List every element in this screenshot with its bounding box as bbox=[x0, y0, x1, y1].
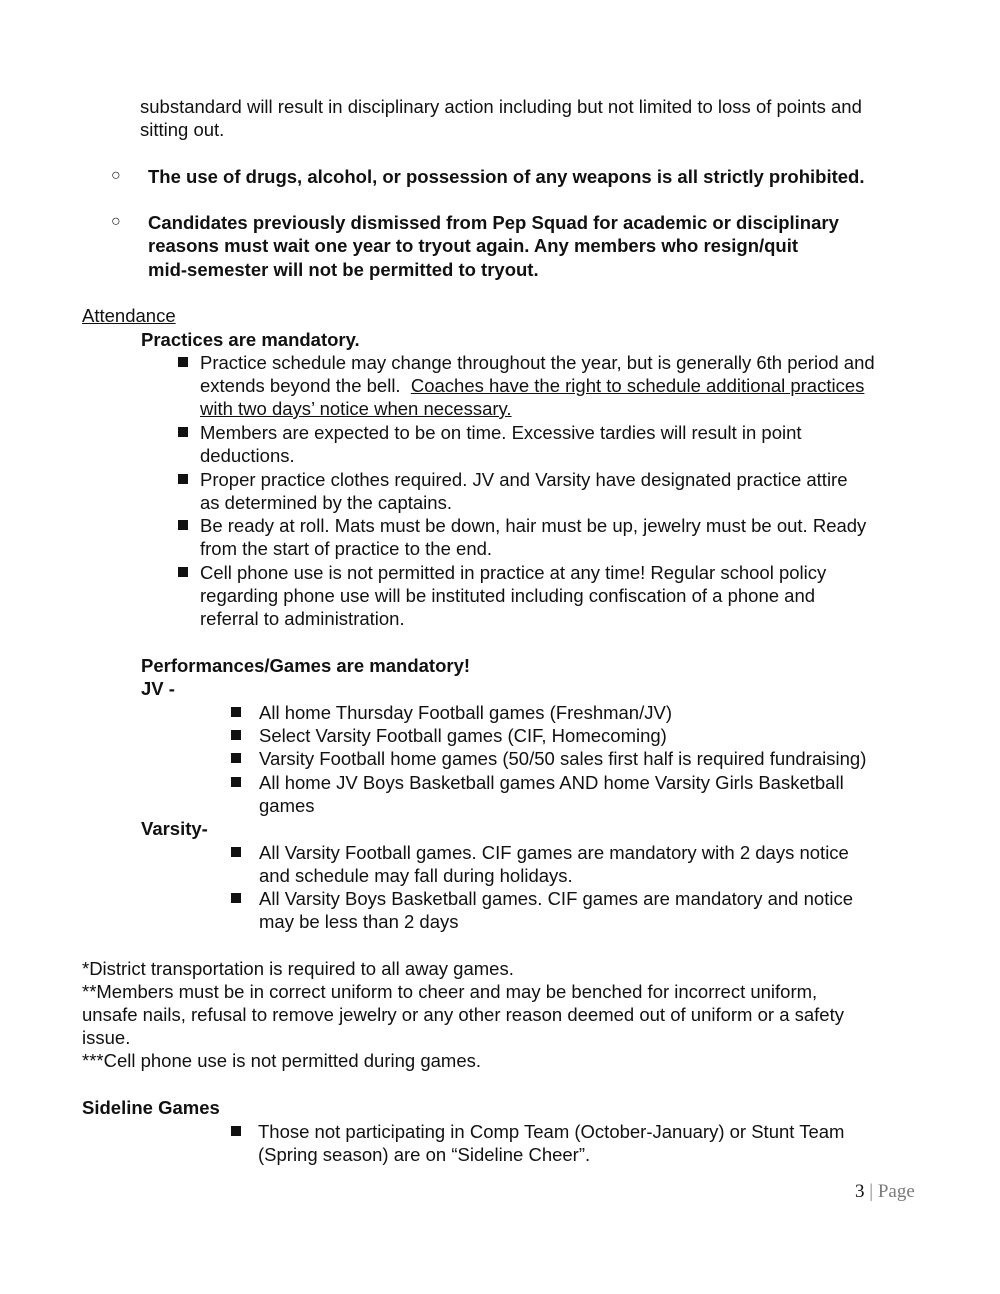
sideline-item-line-2: (Spring season) are on “Sideline Cheer”. bbox=[258, 1144, 591, 1165]
intro-line-1: substandard will result in disciplinary action including but not limited to loss of points and bbox=[140, 96, 862, 117]
varsity-item-1-line-2: and schedule may fall during holidays. bbox=[259, 865, 573, 886]
square-bullet-icon bbox=[231, 707, 241, 717]
circle-bullet-icon: ○ bbox=[111, 213, 121, 230]
square-bullet-icon bbox=[231, 893, 241, 903]
coaches-right-text: Coaches have the right to schedule additional practices bbox=[410, 375, 865, 396]
practice-item-5-line-3: referral to administration. bbox=[200, 608, 405, 629]
practice-item-3-line-2: as determined by the captains. bbox=[200, 492, 452, 513]
intro-line-2: sitting out. bbox=[140, 119, 225, 140]
jv-item-4-line-1: All home JV Boys Basketball games AND home Varsity Girls Basketball bbox=[259, 772, 844, 793]
practice-item-2-line-2: deductions. bbox=[200, 445, 295, 466]
attendance-heading: Attendance bbox=[82, 305, 176, 326]
varsity-label: Varsity- bbox=[141, 818, 208, 839]
jv-item-3: Varsity Football home games (50/50 sales first half is required fundraising) bbox=[259, 748, 867, 769]
varsity-item-1-line-1: All Varsity Football games. CIF games are mandatory with 2 days notice bbox=[259, 842, 849, 863]
square-bullet-icon bbox=[231, 753, 241, 763]
square-bullet-icon bbox=[178, 474, 188, 484]
practice-item-1-line-1: Practice schedule may change throughout the year, but is generally 6th period and bbox=[200, 352, 875, 373]
rule-dismissed-line-2: reasons must wait one year to tryout again. Any members who resign/quit bbox=[148, 235, 799, 256]
jv-label: JV - bbox=[141, 678, 175, 699]
varsity-item-2-line-1: All Varsity Boys Basketball games. CIF games are mandatory and notice bbox=[259, 888, 853, 909]
practice-item-3-line-1: Proper practice clothes required. JV and Varsity have designated practice attire bbox=[200, 469, 848, 490]
note-transportation: *District transportation is required to all away games. bbox=[82, 958, 514, 979]
performances-heading: Performances/Games are mandatory! bbox=[141, 655, 471, 676]
circle-bullet-icon: ○ bbox=[111, 167, 121, 184]
practice-item-1-line-2 bbox=[200, 374, 864, 397]
square-bullet-icon bbox=[178, 567, 188, 577]
practice-item-1-text: extends beyond the bell. bbox=[200, 375, 411, 396]
page-label: Page bbox=[877, 1181, 915, 1202]
note-uniform-line-1: **Members must be in correct uniform to cheer and may be benched for incorrect uniform, bbox=[82, 981, 818, 1002]
rule-dismissed-line-1: Candidates previously dismissed from Pep Squad for academic or disciplinary bbox=[148, 212, 839, 233]
sideline-item-line-1: Those not participating in Comp Team (October-January) or Stunt Team bbox=[258, 1121, 845, 1142]
square-bullet-icon bbox=[231, 1126, 241, 1136]
note-uniform-line-2: unsafe nails, refusal to remove jewelry or any other reason deemed out of uniform or a safety bbox=[82, 1004, 844, 1025]
practice-item-5-line-2: regarding phone use will be instituted including confiscation of a phone and bbox=[200, 585, 816, 606]
sideline-heading: Sideline Games bbox=[82, 1097, 220, 1118]
square-bullet-icon bbox=[231, 847, 241, 857]
square-bullet-icon bbox=[178, 357, 188, 367]
square-bullet-icon bbox=[231, 730, 241, 740]
note-uniform-line-3: issue. bbox=[82, 1027, 131, 1048]
page-separator: | bbox=[869, 1181, 874, 1202]
square-bullet-icon bbox=[178, 520, 188, 530]
square-bullet-icon bbox=[178, 427, 188, 437]
note-cell-phone: ***Cell phone use is not permitted during games. bbox=[82, 1050, 482, 1071]
jv-item-4-line-2: games bbox=[259, 795, 315, 816]
rule-dismissed-line-3: mid-semester will not be permitted to tryout. bbox=[148, 259, 539, 280]
practice-item-1-line-3: with two days’ notice when necessary. bbox=[200, 398, 512, 419]
rule-drugs: The use of drugs, alcohol, or possession of any weapons is all strictly prohibited. bbox=[148, 166, 865, 187]
practice-item-4-line-1: Be ready at roll. Mats must be down, hair must be up, jewelry must be out. Ready bbox=[200, 515, 867, 536]
varsity-item-2-line-2: may be less than 2 days bbox=[259, 911, 459, 932]
jv-item-2: Select Varsity Football games (CIF, Homecoming) bbox=[259, 725, 667, 746]
practice-item-4-line-2: from the start of practice to the end. bbox=[200, 538, 493, 559]
page-footer bbox=[855, 1181, 915, 1203]
page-number: 3 bbox=[855, 1181, 865, 1202]
square-bullet-icon bbox=[231, 777, 241, 787]
jv-item-1: All home Thursday Football games (Freshman/JV) bbox=[259, 702, 672, 723]
practices-heading: Practices are mandatory. bbox=[141, 329, 360, 350]
practice-item-5-line-1: Cell phone use is not permitted in practice at any time! Regular school policy bbox=[200, 562, 827, 583]
practice-item-2-line-1: Members are expected to be on time. Excessive tardies will result in point bbox=[200, 422, 802, 443]
